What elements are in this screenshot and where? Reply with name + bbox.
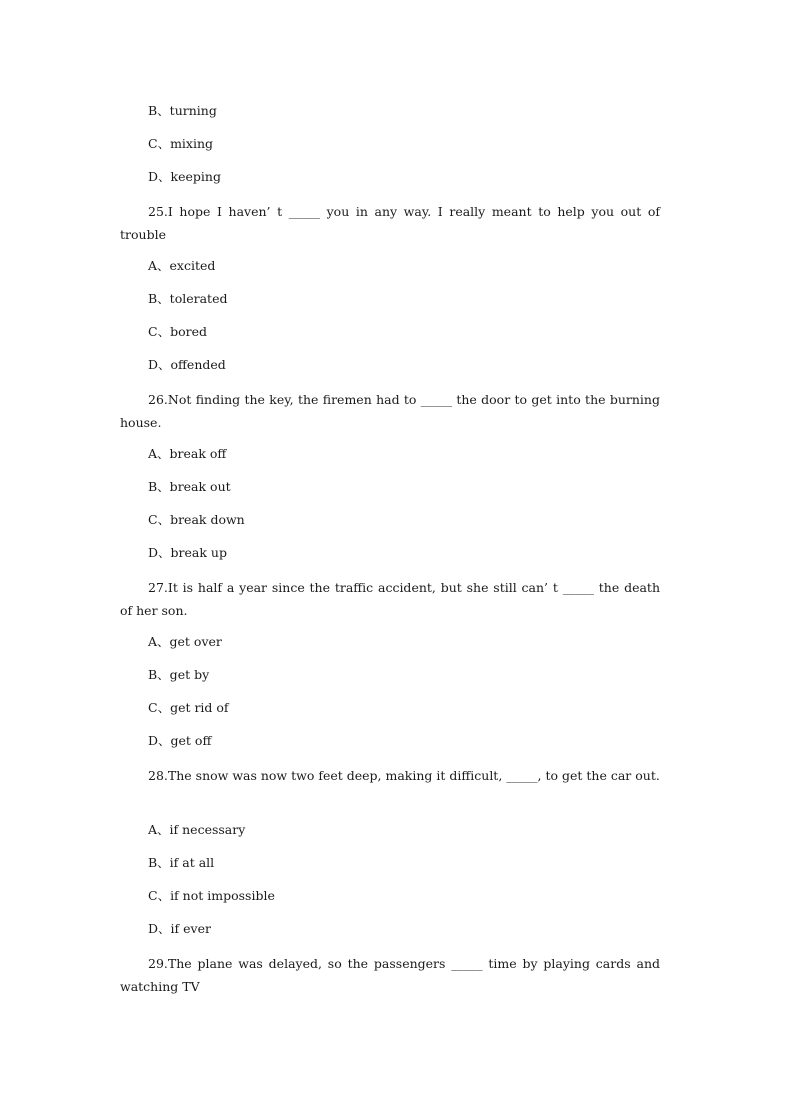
question-28 xyxy=(120,764,660,787)
option-b: B、if at all xyxy=(148,855,215,870)
option-d: D、keeping xyxy=(148,169,221,184)
question-number: 26. xyxy=(148,392,168,407)
question-text: The snow was now two feet deep, making it difficult, _____, to get the car out. xyxy=(167,768,660,783)
option-b: B、get by xyxy=(148,667,210,682)
option-a: A、get over xyxy=(148,634,222,649)
option-a: A、excited xyxy=(148,258,216,273)
option-b: B、turning xyxy=(148,103,217,118)
question-number: 27. xyxy=(148,580,168,595)
option-b: B、break out xyxy=(148,479,231,494)
question-26 xyxy=(120,388,660,434)
question-number: 28. xyxy=(148,768,168,783)
question-text: It is half a year since the traffic accident, but she still can’ t _____ the death of her son. xyxy=(120,580,660,618)
option-a: A、break off xyxy=(148,446,227,461)
question-29 xyxy=(120,952,660,998)
question-27 xyxy=(120,576,660,622)
option-d: D、break up xyxy=(148,545,227,560)
option-c: C、if not impossible xyxy=(148,888,275,903)
option-d: D、if ever xyxy=(148,921,211,936)
question-text: The plane was delayed, so the passengers _____ time by playing cards and watching TV xyxy=(120,956,660,994)
option-a: A、if necessary xyxy=(148,822,246,837)
question-25 xyxy=(120,200,660,246)
option-c: C、bored xyxy=(148,324,207,339)
option-c: C、mixing xyxy=(148,136,214,151)
question-number: 25. xyxy=(148,204,168,219)
option-d: D、get off xyxy=(148,733,212,748)
question-text: I hope I haven’ t _____ you in any way. I really meant to help you out of trouble xyxy=(120,204,660,242)
option-d: D、offended xyxy=(148,357,226,372)
option-c: C、get rid of xyxy=(148,700,229,715)
question-number: 29. xyxy=(148,956,168,971)
question-text: Not finding the key, the firemen had to _____ the door to get into the burning house. xyxy=(120,392,660,430)
option-c: C、break down xyxy=(148,512,245,527)
option-b: B、tolerated xyxy=(148,291,228,306)
